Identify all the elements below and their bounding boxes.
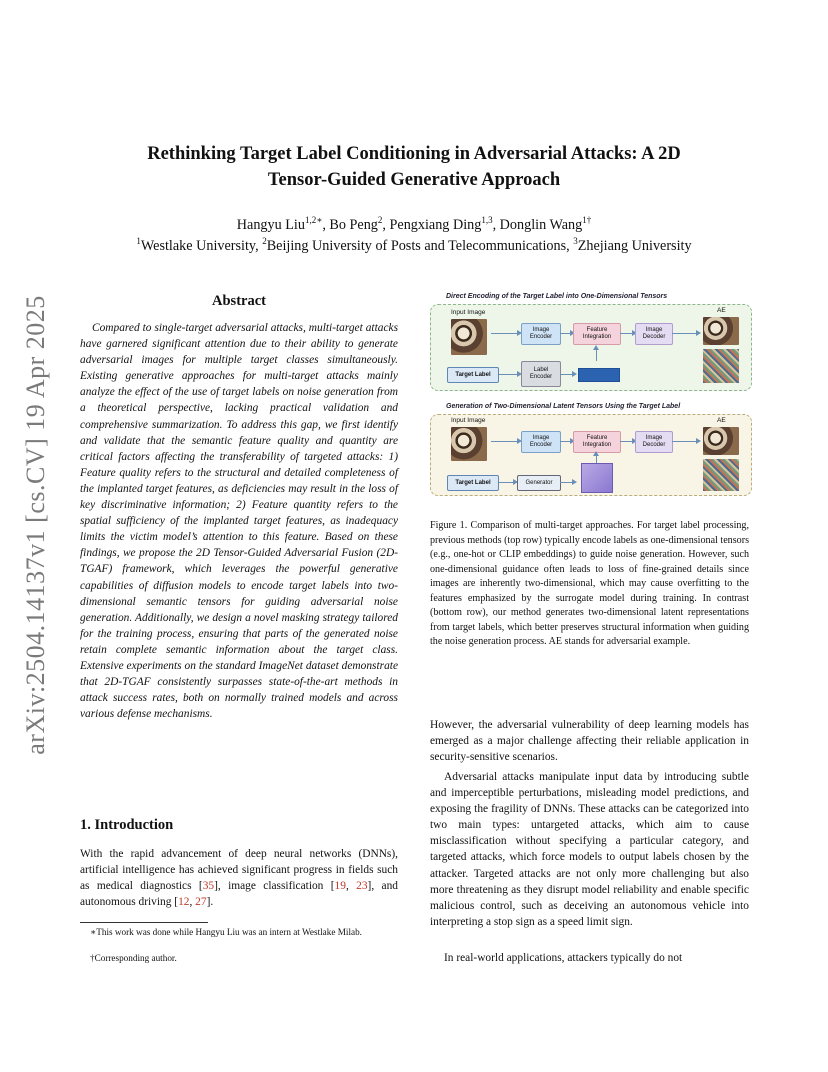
footnote-rule xyxy=(80,922,208,923)
section-heading-introduction: 1. Introduction xyxy=(80,817,174,833)
author-list: Hangyu Liu$^{1,2∗}$, Bo Peng$^2$, Pengxiang Ding$^{1,3}$, Donglin Wang$^{1\dagger}$ xyxy=(236,215,592,233)
figure-1-caption: Figure 1. Comparison of multi-target approaches. For target label processing, previous methods (top row) typically encode labels as one-dimensional tensors (e.g., one-hot or CLIP embeddings) to guide noise generation. However, such one-dimensional guidance often leads to loss of fine-grained details since images are inherently two-dimensional, which may cause overfitting to the features emphasized by the surrogate model during training. In contrast (bottom row), our method generates two-dimensional latent representations from target labels, which better preserves structural information when guiding the noise generation process. AE stands for adversarial example. xyxy=(430,520,749,647)
arrow xyxy=(596,455,597,463)
arrow xyxy=(560,482,574,483)
figure-top-title: Direct Encoding of the Target Label into One-Dimensional Tensors xyxy=(446,293,668,300)
affiliations: $^1$Westlake University, $^2$Beijing University of Posts and Telecommunications, $^3$Zhejiang University xyxy=(136,236,692,254)
figure-bottom-title: Generation of Two-Dimensional Latent Tensors Using the Target Label xyxy=(446,403,681,410)
arrow xyxy=(672,441,698,442)
input-image-label: Input Image xyxy=(451,417,486,424)
bottom-row-panel xyxy=(430,414,752,496)
ae-label: AE xyxy=(717,307,726,314)
clean-output-thumbnail xyxy=(703,427,739,455)
figure-1 xyxy=(430,293,750,503)
intro-paragraph-3: In real-world applications, attackers typically do not xyxy=(444,952,683,964)
footnote-corresponding: †Corresponding author. xyxy=(90,953,177,963)
target-label-block: Target Label xyxy=(447,475,499,491)
arrow xyxy=(672,333,698,334)
citation-link[interactable]: 27 xyxy=(195,896,207,909)
ae-label: AE xyxy=(717,417,726,424)
citation-link[interactable]: 23 xyxy=(356,880,368,893)
arrow xyxy=(560,441,572,442)
footnote-intern: ∗This work was done while Hangyu Liu was an intern at Westlake Milab. xyxy=(90,927,362,937)
citation-link[interactable]: 19 xyxy=(334,880,346,893)
title-line-2: Tensor-Guided Generative Approach xyxy=(267,170,561,190)
arrow xyxy=(620,441,634,442)
citation-link[interactable]: 35 xyxy=(202,880,215,893)
citation-link[interactable]: 12 xyxy=(178,896,190,909)
arrow xyxy=(499,374,519,375)
input-image-label: Input Image xyxy=(451,309,486,316)
image-decoder-block: Image Decoder xyxy=(635,431,673,453)
arrow xyxy=(596,349,597,361)
target-label-block: Target Label xyxy=(447,367,499,383)
arrow xyxy=(491,441,519,442)
label-encoder-block: Label Encoder xyxy=(521,361,561,387)
feature-integration-block: Feature Integration xyxy=(573,431,621,453)
clean-output-thumbnail xyxy=(703,317,739,345)
input-image-thumbnail xyxy=(451,427,487,461)
image-encoder-block: Image Encoder xyxy=(521,323,561,345)
abstract-body: Compared to single-target adversarial attacks, multi-target attacks have garnered significant attention due to their ability to generate adversarial images for multiple target classes simultaneously. Existing generative approaches for multi-target attacks mainly analyze the effect of the use of target labels on noise generation from a theoretical perspective, lacking practical validation and comprehensive summarization. To address this gap, we first identify and validate that the semantic feature quality and quantity are critical factors affecting the transferability of targeted attacks: 1) Feature quality refers to the structural and detailed completeness of the implanted target features, as deficiencies may result in the loss of key discriminative information; 2) Feature quantity refers to the spatial sufficiency of the implanted target features, as inadequacy limits the victim model’s attention to this feature. Based on these findings, we propose the 2D Tensor-Guided Adversarial Fusion (2D-TGAF) framework, which leverages the powerful generative capabilities of diffusion models to encode target labels into two-dimensional semantic tensors for guiding adversarial noise generation. Additionally, we design a novel masking strategy tailored for the training process, ensuring that parts of the generated noise retain complete semantic information about the target class. Extensive experiments on the standard ImageNet dataset demonstrate that 2D-TGAF consistently surpasses state-of-the-art methods in attack success rates, both on normally trained models and across various defense mechanisms. xyxy=(80,322,398,721)
arxiv-id: arXiv:2504.14137v1 [cs.CV] 19 Apr 2025 xyxy=(21,295,50,755)
abstract-heading: Abstract xyxy=(212,293,266,309)
arxiv-stamp xyxy=(16,285,56,765)
one-dimensional-tensor xyxy=(578,368,620,382)
generator-block: Generator xyxy=(517,475,561,491)
top-row-panel xyxy=(430,304,752,391)
paper-title xyxy=(80,141,748,193)
arrow xyxy=(499,482,515,483)
image-encoder-block: Image Encoder xyxy=(521,431,561,453)
image-decoder-block: Image Decoder xyxy=(635,323,673,345)
two-dimensional-latent-tensor xyxy=(581,463,613,493)
arrow xyxy=(620,333,634,334)
intro-paragraph-continued: However, the adversarial vulnerability of deep learning models has emerged as a major challenge affecting their reliable application in security-sensitive scenarios. xyxy=(430,719,749,764)
title-line-1: Rethinking Target Label Conditioning in Adversarial Attacks: A 2D xyxy=(147,144,681,164)
arrow xyxy=(491,333,519,334)
arrow xyxy=(560,333,572,334)
arrow xyxy=(560,374,574,375)
adversarial-example-thumbnail xyxy=(703,349,739,383)
adversarial-example-thumbnail xyxy=(703,459,739,491)
intro-paragraph-2: Adversarial attacks manipulate input data by introducing subtle and imperceptible perturbations, misleading model predictions, and exposing the fragility of DNNs. These attacks can be categorized into two main types: untargeted attacks, which aim to cause misclassification without specifying a particular category, and targeted attacks, which force models to output labels chosen by the attacker. Targeted attacks are not only more challenging but also more threatening as they disrupt model reliability and enable specific malicious control, such as deceiving an autonomous vehicle into interpreting a stop sign as a speed limit sign. xyxy=(430,771,749,928)
feature-integration-block: Feature Integration xyxy=(573,323,621,345)
input-image-thumbnail xyxy=(451,319,487,355)
introduction-paragraph: With the rapid advancement of deep neural networks (DNNs), artificial intelligence has achieved significant progress in fields such as medical diagnostics [35], image classification [19, 23], and autonomous driving [12, 27]. xyxy=(80,848,398,909)
